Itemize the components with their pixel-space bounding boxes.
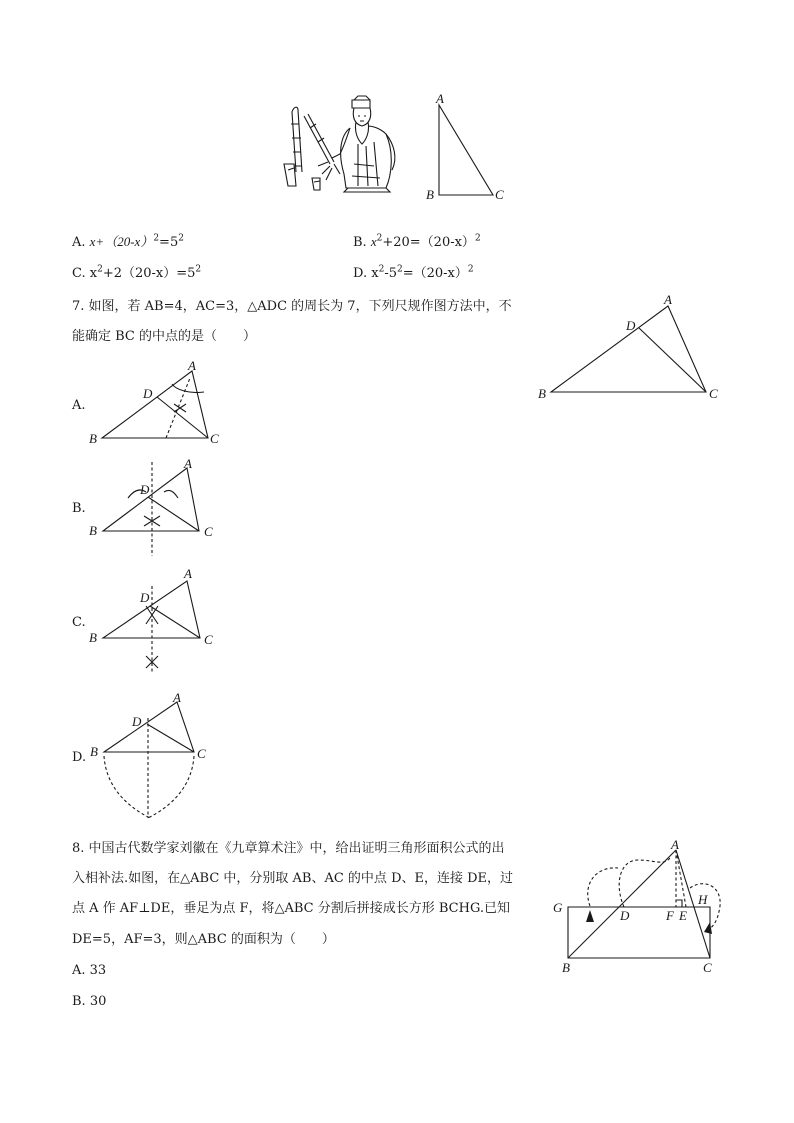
point-label-d: D	[143, 386, 153, 401]
point-label-c: C	[197, 746, 206, 761]
choice-a[interactable]: A. $x+(20-x)^2=5^2$	[72, 233, 184, 250]
scholar-illustration	[274, 94, 404, 196]
point-label-h: H	[698, 892, 708, 907]
point-label-b: B	[90, 744, 98, 759]
q7-option-b-figure	[86, 454, 226, 558]
point-label-g: G	[553, 900, 563, 915]
point-label-a: A	[184, 566, 192, 581]
q7-option-c-letter[interactable]: C.	[72, 615, 86, 630]
point-label-d: D	[132, 714, 142, 729]
q7-option-d-figure	[86, 688, 226, 820]
q8-stem-line4: DE=5，AF=3，则△ABC 的面积为（ ）	[72, 932, 335, 947]
q8-stem-line2: 入相补法.如图，在△ABC 中，分别取 AB、AC 的中点 D、E，连接 DE，过	[72, 871, 514, 886]
point-label-a: A	[184, 456, 192, 471]
point-label-a: A	[671, 838, 679, 852]
point-label-c: C	[210, 431, 219, 446]
point-label-b: B	[562, 960, 570, 975]
point-label-a: A	[173, 690, 181, 705]
q8-stem-line3: 点 A 作 AF⊥DE，垂足为点 F，将△ABC 分割后拼接成长方形 BCHG.已知	[72, 901, 511, 916]
q7-stem-line2: 能确定 BC 的中点的是（ ）	[72, 329, 257, 344]
q7-stem-line1: 7. 如图，若 AB=4，AC=3，△ADC 的周长为 7，下列尺规作图方法中，不	[72, 299, 512, 314]
q7-option-c-figure	[86, 564, 226, 676]
point-label-b: B	[89, 431, 97, 446]
point-label-d: D	[140, 590, 150, 605]
q7-option-a-figure	[86, 358, 226, 450]
point-label-d: D	[620, 908, 630, 923]
choice-b[interactable]: B. $x^2+20=(20-x)^2$	[353, 233, 481, 250]
q7-main-figure	[534, 292, 734, 406]
q8-choice-a[interactable]: A. 33	[72, 963, 107, 978]
label-c: C	[495, 187, 504, 202]
right-triangle-figure	[420, 92, 512, 204]
point-label-b: B	[89, 523, 97, 538]
point-label-f: F	[666, 908, 674, 923]
label-b: B	[426, 187, 434, 202]
point-label-e: E	[679, 908, 687, 923]
point-label-c: C	[204, 632, 213, 647]
point-label-b: B	[89, 630, 97, 645]
point-label-a: A	[188, 358, 196, 373]
choice-c[interactable]: C. $x^2+2(20-x)=5^2$	[72, 264, 202, 281]
q7-option-b-letter[interactable]: B.	[72, 501, 86, 516]
q8-stem-line1: 8. 中国古代数学家刘徽在《九章算术注》中，给出证明三角形面积公式的出	[72, 841, 505, 856]
point-label-c: C	[703, 960, 712, 975]
label-c: C	[709, 386, 718, 401]
q8-figure	[548, 838, 738, 978]
point-label-d: D	[140, 482, 150, 497]
point-label-c: C	[204, 524, 213, 539]
label-a: A	[436, 92, 444, 106]
label-a: A	[664, 292, 672, 307]
q7-option-d-letter[interactable]: D.	[72, 750, 87, 765]
q7-option-a-letter[interactable]: A.	[72, 398, 86, 413]
label-d: D	[626, 318, 636, 333]
label-b: B	[538, 386, 546, 401]
q8-choice-b[interactable]: B. 30	[72, 994, 107, 1009]
choice-d[interactable]: D. $x^2-5^2=(20-x)^2$	[353, 264, 474, 281]
